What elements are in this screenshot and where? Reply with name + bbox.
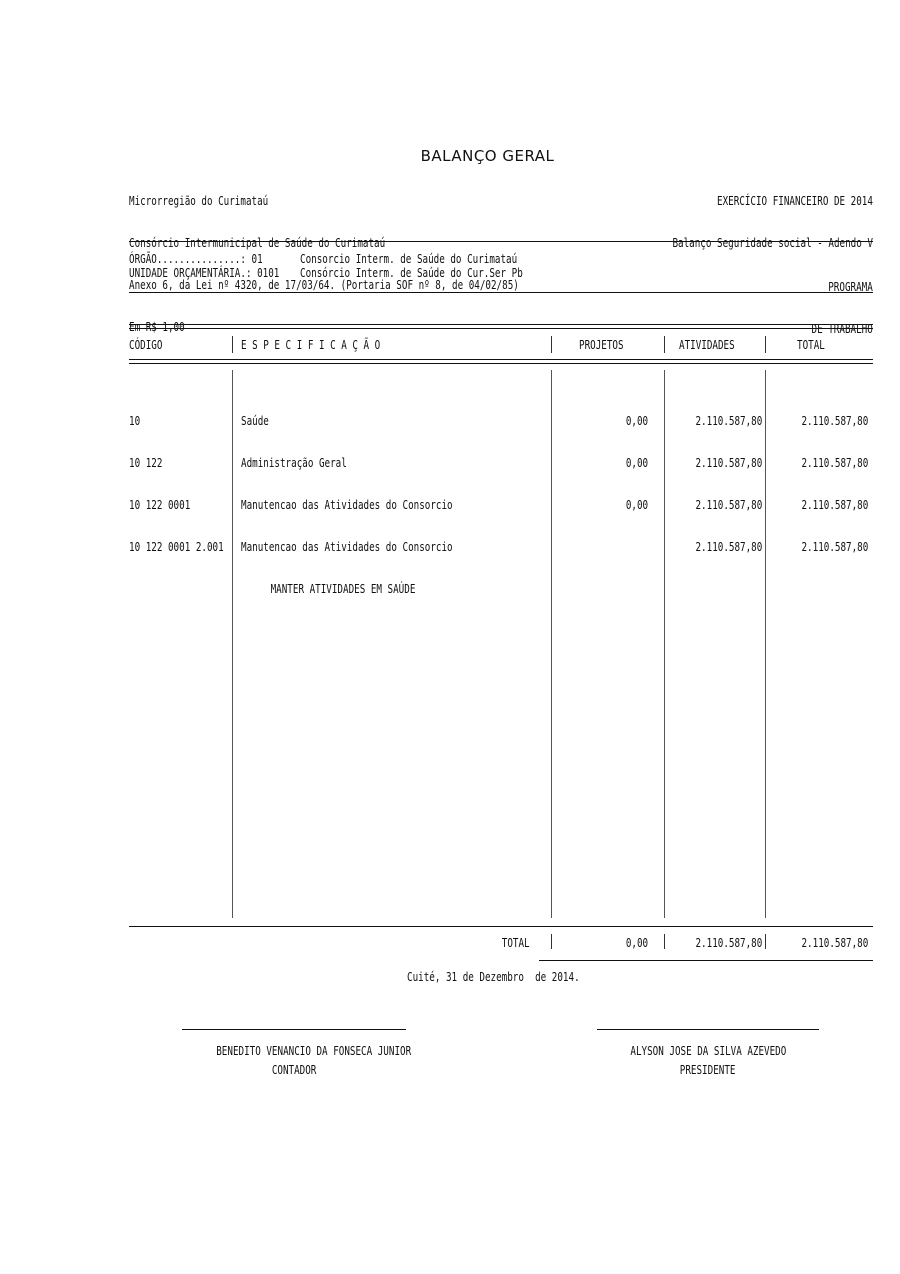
programa-line: DE TRABALHO	[811, 321, 873, 336]
signature-role: PRESIDENTE	[680, 1062, 736, 1077]
orgao-name: Consorcio Interm. de Saúde do Curimataú	[300, 251, 518, 266]
place-date: Cuité, 31 de Dezembro de 2014.	[407, 969, 580, 984]
table-row-projetos: 0,00	[625, 455, 648, 470]
col-separator	[765, 934, 766, 949]
header-line: Consórcio Intermunicipal de Saúde do Curimataú	[129, 235, 386, 250]
col-separator	[664, 934, 665, 949]
table-row-especificacao: Manutencao das Atividades do Consorcio	[241, 539, 453, 554]
signature-role: CONTADOR	[271, 1062, 317, 1077]
table-row-especificacao: Manutencao das Atividades do Consorcio	[241, 497, 453, 512]
col-header-codigo: CÓDIGO	[129, 337, 163, 352]
totals-top-rule	[129, 926, 873, 927]
projetos-column	[626, 386, 648, 554]
col-separator	[551, 336, 552, 353]
table-row-codigo: 10 122	[129, 455, 163, 470]
signature-contador	[182, 1040, 412, 1078]
totals-label: TOTAL	[502, 935, 530, 950]
col-separator	[551, 370, 552, 918]
table-row-total: 2.110.587,80	[801, 497, 868, 512]
table-row-codigo: 10	[129, 413, 141, 428]
table-row-atividades: 2.110.587,80	[695, 455, 762, 470]
table-row-especificacao: Administração Geral	[241, 455, 347, 470]
col-separator	[664, 336, 665, 353]
divider	[129, 292, 873, 293]
codigo-column	[129, 386, 224, 568]
table-row-projetos: 0,00	[625, 497, 648, 512]
unidade-name: Consórcio Interm. de Saúde do Cur.Ser Pb	[300, 265, 523, 280]
table-row-atividades: 2.110.587,80	[695, 413, 762, 428]
table-row-especificacao: Saúde	[241, 413, 269, 428]
col-separator	[765, 336, 766, 353]
totals-atividades: 2.110.587,80	[695, 935, 762, 950]
table-row-total: 2.110.587,80	[801, 539, 868, 554]
totals-bottom-rule	[539, 960, 873, 961]
totals-projetos: 0,00	[625, 935, 648, 950]
signature-name: ALYSON JOSE DA SILVA AZEVEDO	[630, 1043, 786, 1058]
signature-name: BENEDITO VENANCIO DA FONSECA JUNIOR	[216, 1043, 412, 1058]
col-separator	[232, 336, 233, 353]
orgao-label: ÓRGÃO...............: 01	[129, 251, 263, 266]
col-separator	[232, 370, 233, 918]
table-row-total: 2.110.587,80	[801, 413, 868, 428]
total-column	[801, 386, 868, 568]
table-top-rule	[129, 324, 873, 329]
signature-line	[597, 1029, 819, 1030]
table-row-atividades: 2.110.587,80	[695, 497, 762, 512]
totals-total: 2.110.587,80	[801, 935, 868, 950]
header-line: Microrregião do Curimataú	[129, 193, 269, 208]
col-separator	[664, 370, 665, 918]
col-separator	[765, 370, 766, 918]
table-row-codigo: 10 122 0001	[129, 497, 191, 512]
table-row-projetos: 0,00	[625, 413, 648, 428]
col-header-projetos: PROJETOS	[579, 337, 624, 352]
especificacao-column	[241, 386, 453, 610]
table-row-total: 2.110.587,80	[801, 455, 868, 470]
signature-line	[182, 1029, 406, 1030]
atividades-column	[695, 386, 762, 568]
fiscal-year: EXERCÍCIO FINANCEIRO DE 2014	[717, 193, 873, 208]
table-row-codigo: 10 122 0001 2.001	[129, 539, 224, 554]
col-header-total: TOTAL	[797, 337, 825, 352]
row-subtitle: MANTER ATIVIDADES EM SAÚDE	[270, 581, 416, 596]
header-right	[673, 166, 873, 264]
col-header-atividades: ATIVIDADES	[679, 337, 735, 352]
unidade-label: UNIDADE ORÇAMENTÁRIA.: 0101	[129, 265, 280, 280]
header-line: Em R$ 1,00	[129, 319, 185, 334]
balance-type: Balanço Seguridade social - Adendo V	[672, 235, 873, 250]
programa-label	[812, 252, 873, 350]
header-line: Anexo 6, da Lei nº 4320, de 17/03/64. (Portaria SOF nº 8, de 04/02/85)	[129, 277, 519, 292]
report-title: BALANÇO GERAL	[420, 147, 555, 165]
col-header-especificacao: E S P E C I F I C A Ç Ã O	[241, 337, 381, 352]
table-header-rule	[129, 359, 873, 364]
programa-line: PROGRAMA	[828, 279, 873, 294]
col-separator	[551, 934, 552, 949]
signature-presidente	[597, 1040, 819, 1078]
divider	[129, 241, 873, 242]
table-row-atividades: 2.110.587,80	[695, 539, 762, 554]
